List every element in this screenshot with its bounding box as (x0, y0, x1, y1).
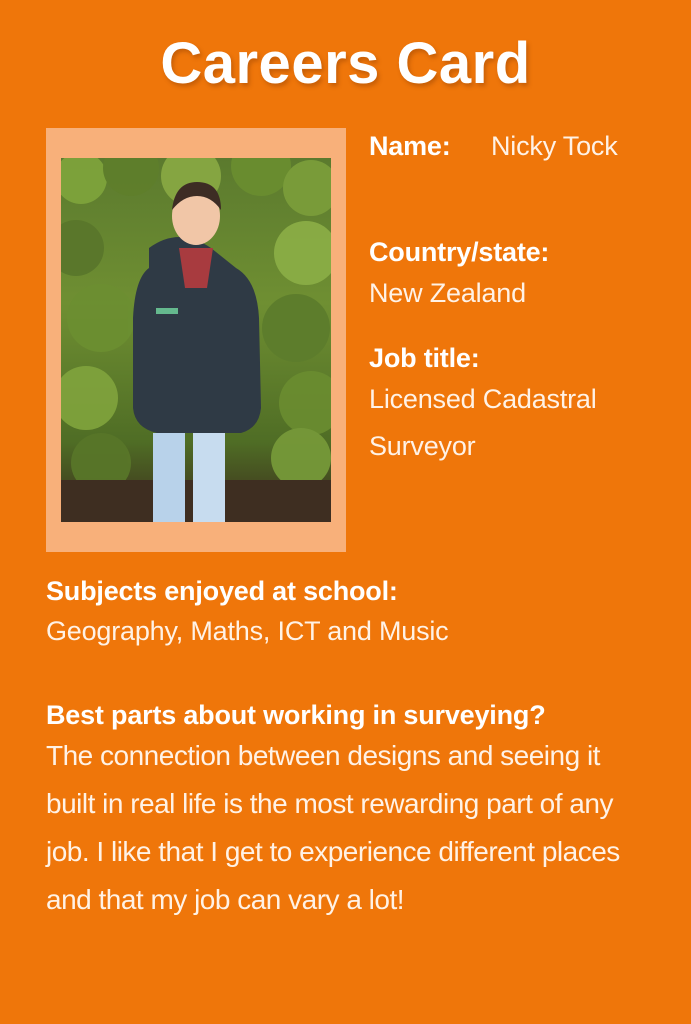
photo-frame (46, 128, 346, 552)
profile-photo (61, 158, 331, 522)
name-label: Name: (369, 131, 451, 161)
job-title-value-line-1: Licensed Cadastral (369, 384, 597, 414)
card-title: Careers Card (160, 31, 531, 96)
subjects-label: Subjects enjoyed at school: (46, 576, 398, 606)
best-parts-value: The connection between designs and seeing it built in real life is the most rewarding part of any job. I like that I get to experience different places and that my job can vary a lot! (46, 740, 620, 915)
job-title-value-line-2: Surveyor (369, 431, 476, 461)
country-label: Country/state: (369, 237, 550, 267)
name-value: Nicky Tock (491, 131, 618, 161)
subjects-value: Geography, Maths, ICT and Music (46, 616, 449, 646)
country-value: New Zealand (369, 278, 526, 308)
job-title-label: Job title: (369, 343, 480, 373)
best-parts-label: Best parts about working in surveying? (46, 700, 546, 730)
